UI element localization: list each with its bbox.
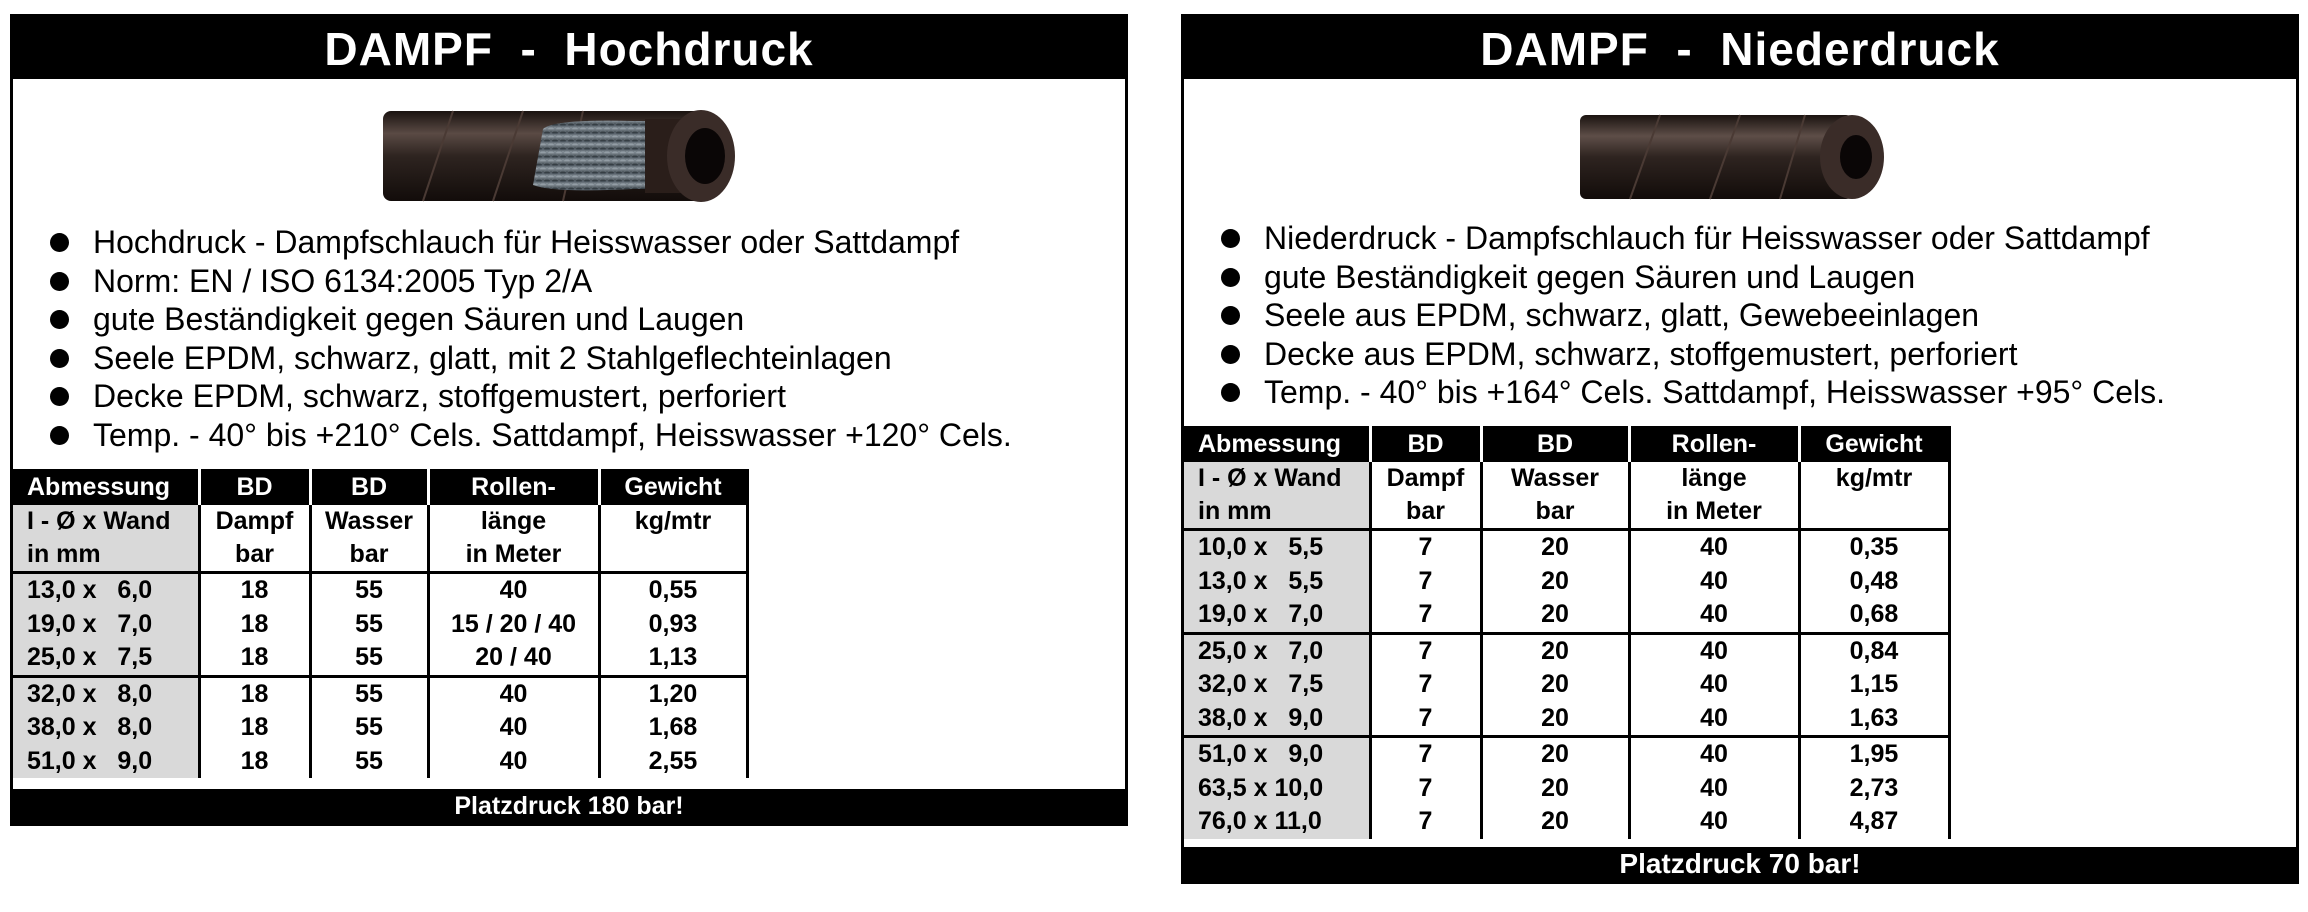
table-row [1184,772,1949,806]
spec-table-niederdruck [1184,426,1951,839]
table-row [13,641,747,676]
bullet-icon [1221,306,1240,325]
table-row [13,745,747,779]
table-cell: 15 / 20 / 40 [428,608,599,642]
bullet-icon [1221,383,1240,402]
table-cell: 40 [1629,668,1799,702]
table-cell: 0,55 [599,573,747,608]
header-cell: BD [1370,426,1481,462]
subheader-cell: I - Ø x Wand [1184,462,1370,495]
feature-item: Decke aus EPDM, schwarz, stoffgemustert, perforiert [1204,335,2165,374]
table-cell: 2,55 [599,745,747,779]
header-cell: Abmessung [1184,426,1370,462]
table-row [1184,598,1949,633]
table-cell: 0,68 [1799,598,1949,633]
table-cell: 20 [1481,805,1629,839]
table-cell: 7 [1370,668,1481,702]
dimension-cell: 19,0 x 7,0 [1184,598,1370,633]
dimension-cell: 51,0 x 9,0 [1184,737,1370,772]
subheader-cell: in mm [13,538,199,573]
table-row [1184,565,1949,599]
table-cell: 7 [1370,737,1481,772]
dimension-cell: 25,0 x 7,5 [13,641,199,676]
table-cell: 40 [1629,633,1799,668]
table-cell: 7 [1370,805,1481,839]
feature-item: Temp. - 40° bis +210° Cels. Sattdampf, Heisswasser +120° Cels. [33,416,1012,455]
table-row [13,573,747,608]
table-cell: 18 [199,641,310,676]
table-cell: 20 / 40 [428,641,599,676]
feature-list [33,223,1012,454]
subheader-cell: bar [310,538,428,573]
table-row [13,676,747,711]
header-cell: Gewicht [1799,426,1949,462]
burst-pressure-footer: Platzdruck 180 bar! [13,789,1125,823]
table-cell: 4,87 [1799,805,1949,839]
header-cell: Abmessung [13,469,199,505]
header-cell: BD [199,469,310,505]
table-cell: 0,35 [1799,530,1949,565]
table-cell: 55 [310,608,428,642]
hose-image-hochdruck [383,101,753,213]
table-cell: 1,63 [1799,702,1949,737]
table-cell: 18 [199,711,310,745]
table-cell: 18 [199,676,310,711]
table-subheader-row [1184,462,1949,495]
table-cell: 18 [199,608,310,642]
table-cell: 7 [1370,702,1481,737]
bullet-icon [50,233,69,252]
dimension-cell: 76,0 x 11,0 [1184,805,1370,839]
bullet-icon [50,426,69,445]
table-cell: 40 [1629,737,1799,772]
subheader-cell: länge [428,505,599,538]
dimension-cell: 10,0 x 5,5 [1184,530,1370,565]
subheader-cell: bar [1481,495,1629,530]
table-cell: 40 [428,573,599,608]
feature-item: Decke EPDM, schwarz, stoffgemustert, perforiert [33,377,1012,416]
table-subheader-row [1184,495,1949,530]
table-cell: 0,84 [1799,633,1949,668]
bullet-icon [1221,229,1240,248]
table-cell: 1,15 [1799,668,1949,702]
table-cell: 40 [1629,772,1799,806]
subheader-cell: bar [199,538,310,573]
table-row [13,711,747,745]
table-subheader-row [13,538,747,573]
feature-item: Seele aus EPDM, schwarz, glatt, Gewebeeinlagen [1204,296,2165,335]
table-cell: 55 [310,676,428,711]
table-cell: 18 [199,745,310,779]
subheader-cell [1799,495,1949,530]
table-cell: 7 [1370,530,1481,565]
hose-image-niederdruck [1580,107,1900,207]
table-header-row [13,469,747,505]
subheader-cell: kg/mtr [1799,462,1949,495]
table-cell: 55 [310,641,428,676]
table-row [1184,737,1949,772]
table-cell: 55 [310,745,428,779]
dimension-cell: 38,0 x 9,0 [1184,702,1370,737]
table-row [1184,633,1949,668]
table-cell: 20 [1481,565,1629,599]
dimension-cell: 32,0 x 7,5 [1184,668,1370,702]
table-cell: 7 [1370,565,1481,599]
dimension-cell: 38,0 x 8,0 [13,711,199,745]
table-cell: 55 [310,573,428,608]
header-cell: Gewicht [599,469,747,505]
bullet-icon [50,310,69,329]
table-cell: 40 [428,745,599,779]
subheader-cell: Wasser [310,505,428,538]
feature-item: gute Beständigkeit gegen Säuren und Laugen [1204,258,2165,297]
table-cell: 40 [428,676,599,711]
bullet-icon [1221,268,1240,287]
table-cell: 40 [1629,565,1799,599]
table-cell: 1,13 [599,641,747,676]
feature-item: Seele EPDM, schwarz, glatt, mit 2 Stahlgeflechteinlagen [33,339,1012,378]
panel-title: DAMPF - Hochdruck [13,17,1125,79]
dimension-cell: 25,0 x 7,0 [1184,633,1370,668]
table-cell: 7 [1370,633,1481,668]
table-cell: 20 [1481,598,1629,633]
subheader-cell: I - Ø x Wand [13,505,199,538]
dimension-cell: 13,0 x 5,5 [1184,565,1370,599]
feature-list [1204,219,2165,412]
dimension-cell: 63,5 x 10,0 [1184,772,1370,806]
table-cell: 20 [1481,737,1629,772]
spec-table-hochdruck [13,469,749,778]
header-cell: Rollen- [1629,426,1799,462]
table-cell: 1,68 [599,711,747,745]
feature-item: Hochdruck - Dampfschlauch für Heisswasser oder Sattdampf [33,223,1012,262]
header-cell: BD [310,469,428,505]
dimension-cell: 32,0 x 8,0 [13,676,199,711]
table-cell: 1,20 [599,676,747,711]
subheader-cell: kg/mtr [599,505,747,538]
feature-item: Temp. - 40° bis +164° Cels. Sattdampf, Heisswasser +95° Cels. [1204,373,2165,412]
bullet-icon [50,387,69,406]
table-header-row [1184,426,1949,462]
table-cell: 40 [428,711,599,745]
table-cell: 20 [1481,772,1629,806]
table-cell: 20 [1481,668,1629,702]
table-row [1184,702,1949,737]
subheader-cell: Dampf [1370,462,1481,495]
subheader-cell: bar [1370,495,1481,530]
panel-hochdruck [10,14,1128,826]
table-row [13,608,747,642]
table-row [1184,805,1949,839]
bullet-icon [50,272,69,291]
feature-item: Niederdruck - Dampfschlauch für Heisswasser oder Sattdampf [1204,219,2165,258]
subheader-cell [599,538,747,573]
header-cell: BD [1481,426,1629,462]
table-cell: 20 [1481,702,1629,737]
table-cell: 40 [1629,530,1799,565]
table-cell: 55 [310,711,428,745]
table-cell: 40 [1629,702,1799,737]
subheader-cell: Dampf [199,505,310,538]
table-cell: 0,93 [599,608,747,642]
table-row [1184,530,1949,565]
feature-item: gute Beständigkeit gegen Säuren und Laugen [33,300,1012,339]
table-cell: 40 [1629,805,1799,839]
dimension-cell: 19,0 x 7,0 [13,608,199,642]
table-cell: 7 [1370,598,1481,633]
table-cell: 40 [1629,598,1799,633]
feature-item: Norm: EN / ISO 6134:2005 Typ 2/A [33,262,1012,301]
table-cell: 1,95 [1799,737,1949,772]
panel-title: DAMPF - Niederdruck [1184,17,2296,79]
subheader-cell: in Meter [1629,495,1799,530]
table-cell: 20 [1481,530,1629,565]
burst-pressure-footer: Platzdruck 70 bar! [1184,847,2296,881]
table-row [1184,668,1949,702]
bullet-icon [50,349,69,368]
dimension-cell: 51,0 x 9,0 [13,745,199,779]
table-cell: 7 [1370,772,1481,806]
panel-niederdruck [1181,14,2299,884]
subheader-cell: in Meter [428,538,599,573]
table-cell: 18 [199,573,310,608]
table-subheader-row [13,505,747,538]
subheader-cell: in mm [1184,495,1370,530]
table-cell: 20 [1481,633,1629,668]
subheader-cell: Wasser [1481,462,1629,495]
bullet-icon [1221,345,1240,364]
subheader-cell: länge [1629,462,1799,495]
dimension-cell: 13,0 x 6,0 [13,573,199,608]
table-cell: 2,73 [1799,772,1949,806]
header-cell: Rollen- [428,469,599,505]
table-cell: 0,48 [1799,565,1949,599]
